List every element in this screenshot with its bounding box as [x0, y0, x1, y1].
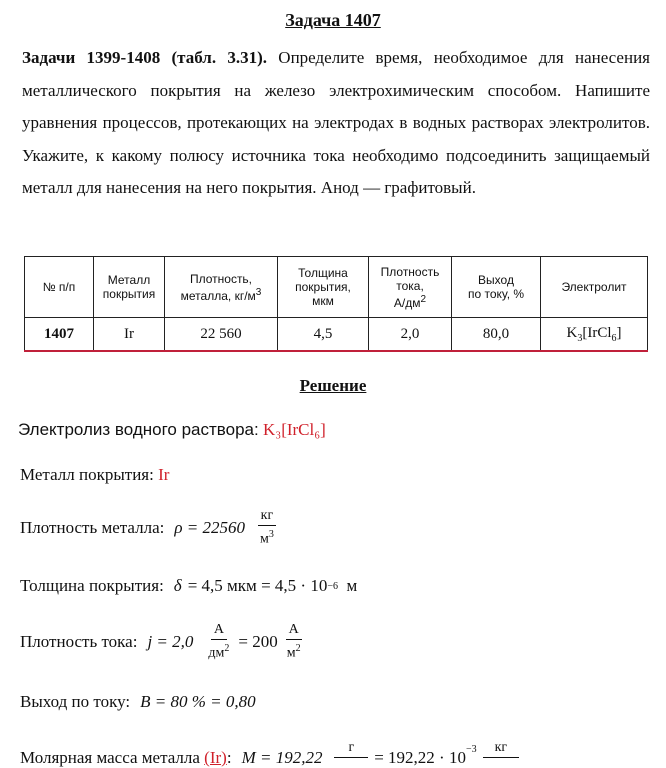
thickness-symbol: δ	[173, 576, 182, 595]
density-line: Плотность металла: ρ = 22560 $\frac{кг}{м^3}$	[20, 508, 283, 548]
electrolysis-line: Электролиз водного раствора: K₃[IrCl₆]	[18, 420, 326, 439]
metal-value: Ir	[158, 465, 170, 484]
header-density: Плотность, металла, $кг/м^3$	[165, 257, 278, 318]
task-description: Определите время, необходимое для нанесения металлического покрытия на железо электрохимическим способом. Напишите уравнения процессов, протекающих на электродах в водных растворах электролитов. Укажите, к какому полюсу источника тока необходимо подсоединить защищаемый металл для нанесения на него покрытия. Анод — графитовый.	[22, 48, 650, 197]
cell-metal: Ir	[94, 318, 165, 352]
molar-mass-line: Молярная масса металла (Ir) : M = 192,22 г = 192,22 · 10 $^{-3}$ кг	[20, 740, 525, 768]
task-reference: Задачи 1399-1408 (табл. 3.31).	[22, 48, 268, 67]
current-unit-2: $\frac{А}{м^2}$	[286, 622, 301, 661]
cell-electrolyte: $K_3[IrCl_6]$	[541, 318, 648, 352]
molar-metal: (Ir)	[204, 748, 227, 767]
header-current-density: Плотность тока, $А/дм^2$	[369, 257, 452, 318]
header-yield: Выход по току, %	[452, 257, 541, 318]
yield-formula: B = 80 % = 0,80	[140, 692, 256, 711]
thickness-formula: = 4,5 мкм = 4,5 · 10	[187, 576, 328, 595]
header-metal: Металл покрытия	[94, 257, 165, 318]
density-formula: ρ = 22560	[174, 517, 245, 537]
electrolyte-value: K₃[IrCl₆]	[262, 420, 326, 439]
density-unit: $\frac{кг}{м^3}$	[257, 508, 277, 548]
header-num: № п/п	[25, 257, 94, 318]
cell-current-density: 2,0	[369, 318, 452, 352]
table-header-row	[25, 257, 648, 318]
table-row	[25, 318, 648, 352]
yield-line: Выход по току: B = 80 % = 0,80	[20, 692, 256, 711]
current-density-line: Плотность тока: j = 2,0 $\frac{А}{дм^2}$ = 200 $\frac{А}{м^2}$	[20, 622, 310, 662]
header-thickness: Толщина покрытия, мкм	[278, 257, 369, 318]
current-unit-1: $\frac{А}{дм^2}$	[208, 622, 230, 661]
molar-unit-2: кг	[483, 740, 520, 758]
molar-unit-1: г	[334, 740, 368, 758]
cell-thickness: 4,5	[278, 318, 369, 352]
header-electrolyte: Электролит	[541, 257, 648, 318]
task-title: Задача 1407	[285, 10, 381, 30]
thickness-line: Толщина покрытия: δ = 4,5 мкм = 4,5 · 10 −6 м	[20, 576, 358, 595]
molar-formula: M = 192,22	[241, 748, 323, 767]
cell-yield: 80,0	[452, 318, 541, 352]
current-formula: j = 2,0	[147, 631, 194, 651]
solution-title: Решение	[299, 376, 367, 395]
cell-num: 1407	[25, 318, 94, 352]
metal-line: Металл покрытия: Ir	[20, 465, 170, 484]
data-table	[24, 256, 648, 352]
cell-density: 22 560	[165, 318, 278, 352]
task-statement	[22, 42, 650, 205]
